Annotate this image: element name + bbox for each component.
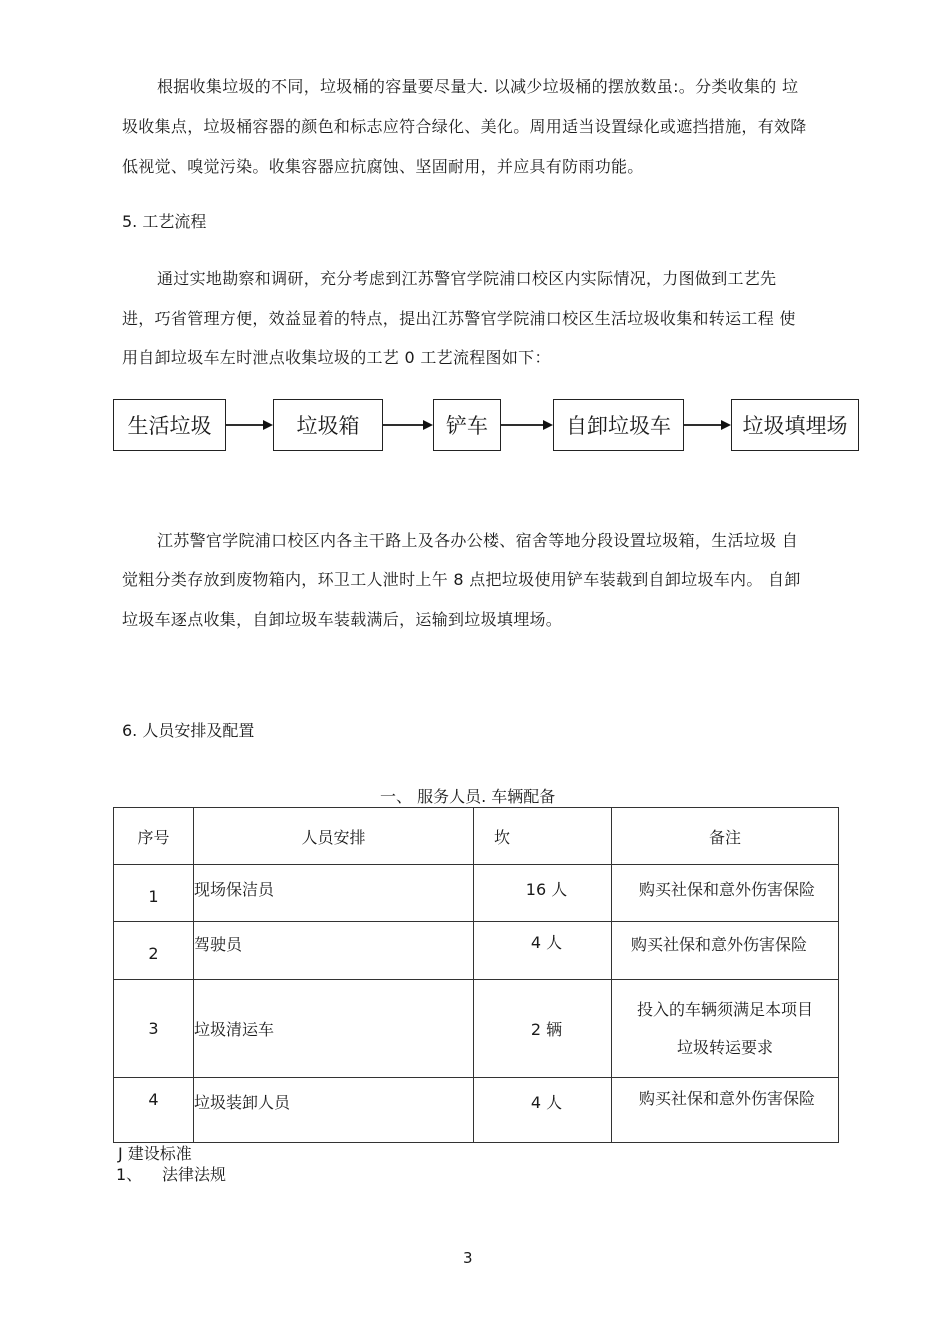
row-no: 4 [114,1078,194,1143]
row-note: 购买社保和意外伤害保险 [612,865,839,922]
desc-line-3: 垃圾车逐点收集，自卸垃圾车装载满后，运输到垃圾填埋场。 [122,610,563,629]
row-item: 垃圾装卸人员 [194,1078,474,1143]
row-note: 购买社保和意外伤害保险 [612,922,839,980]
row-qty: 4 人 [474,922,612,980]
para1-line-2: 圾收集点，垃圾桶容器的颜色和标志应符合绿化、美化。周用适当设置绿化或遮挡措施，有效降 [122,117,807,136]
table-row [114,922,839,980]
table-row [114,1078,839,1143]
laws-regulations-number: 1、 [116,1165,143,1184]
section5-heading: 5. 工艺流程 [122,212,207,231]
col-header-arrangement: 人员安排 [194,808,474,865]
para1-line-1: 根据收集垃圾的不同，垃圾桶的容量要尽量大. 以减少垃圾桶的摆放数虽:。分类收集的 垃 [157,77,799,96]
row-qty: 2 辆 [474,980,612,1078]
col-header-quantity: 坎 [474,808,612,865]
row-note-line-1: 投入的车辆须满足本项目 [636,999,813,1019]
section5-line-1: 通过实地勘察和调研，充分考虑到江苏警官学院浦口校区内实际情况，力图做到工艺先 [157,269,777,288]
laws-regulations-heading: 法律法规 [162,1165,227,1184]
flow-step-landfill: 垃圾填埋场 [731,399,859,451]
desc-line-2: 觉粗分类存放到废物箱内，环卫工人泄时上午 8 点把垃圾使用铲车装载到自卸垃圾车内。 自卸 [122,570,801,589]
row-qty: 16 人 [474,865,612,922]
staff-vehicle-table [113,807,839,1143]
flow-arrow-icon [383,419,433,431]
row-item: 现场保洁员 [194,865,474,922]
flow-step-dump-truck: 自卸垃圾车 [553,399,684,451]
row-no: 3 [114,980,194,1078]
col-header-remarks: 备注 [612,808,839,865]
table-row [114,865,839,922]
section5-line-2: 进，巧省管理方便，效益显着的特点，提出江苏警官学院浦口校区生活垃圾收集和转运工程 使 [122,309,796,328]
table-row [114,980,839,1078]
flow-arrow-icon [684,419,731,431]
section6-heading: 6. 人员安排及配置 [122,721,255,740]
flow-step-domestic-waste: 生活垃圾 [113,399,226,451]
table-header-row [114,808,839,865]
page-number: 3 [463,1249,473,1267]
row-no: 2 [114,922,194,980]
construction-standard-heading: J 建设标准 [118,1144,192,1163]
table-caption: 一、 服务人员. 车辆配备 [380,787,556,806]
flow-arrow-icon [501,419,553,431]
flow-arrow-icon [226,419,273,431]
row-note [612,980,839,1078]
row-item: 垃圾清运车 [194,980,474,1078]
col-header-no: 序号 [114,808,194,865]
row-item: 驾驶员 [194,922,474,980]
flow-step-loader: 铲车 [433,399,501,451]
flow-step-waste-bin: 垃圾箱 [273,399,383,451]
row-note: 购买社保和意外伤害保险 [612,1078,839,1143]
row-no: 1 [114,865,194,922]
row-note-line-2: 垃圾转运要求 [676,1037,773,1057]
para1-line-3: 低视觉、嗅觉污染。收集容器应抗腐蚀、坚固耐用，并应具有防雨功能。 [122,157,644,176]
row-qty: 4 人 [474,1078,612,1143]
section5-line-3: 用自卸垃圾车左时泄点收集垃圾的工艺 0 工艺流程图如下： [122,348,551,367]
desc-line-1: 江苏警官学院浦口校区内各主干路上及各办公楼、宿舍等地分段设置垃圾箱，生活垃圾 自 [157,531,799,550]
